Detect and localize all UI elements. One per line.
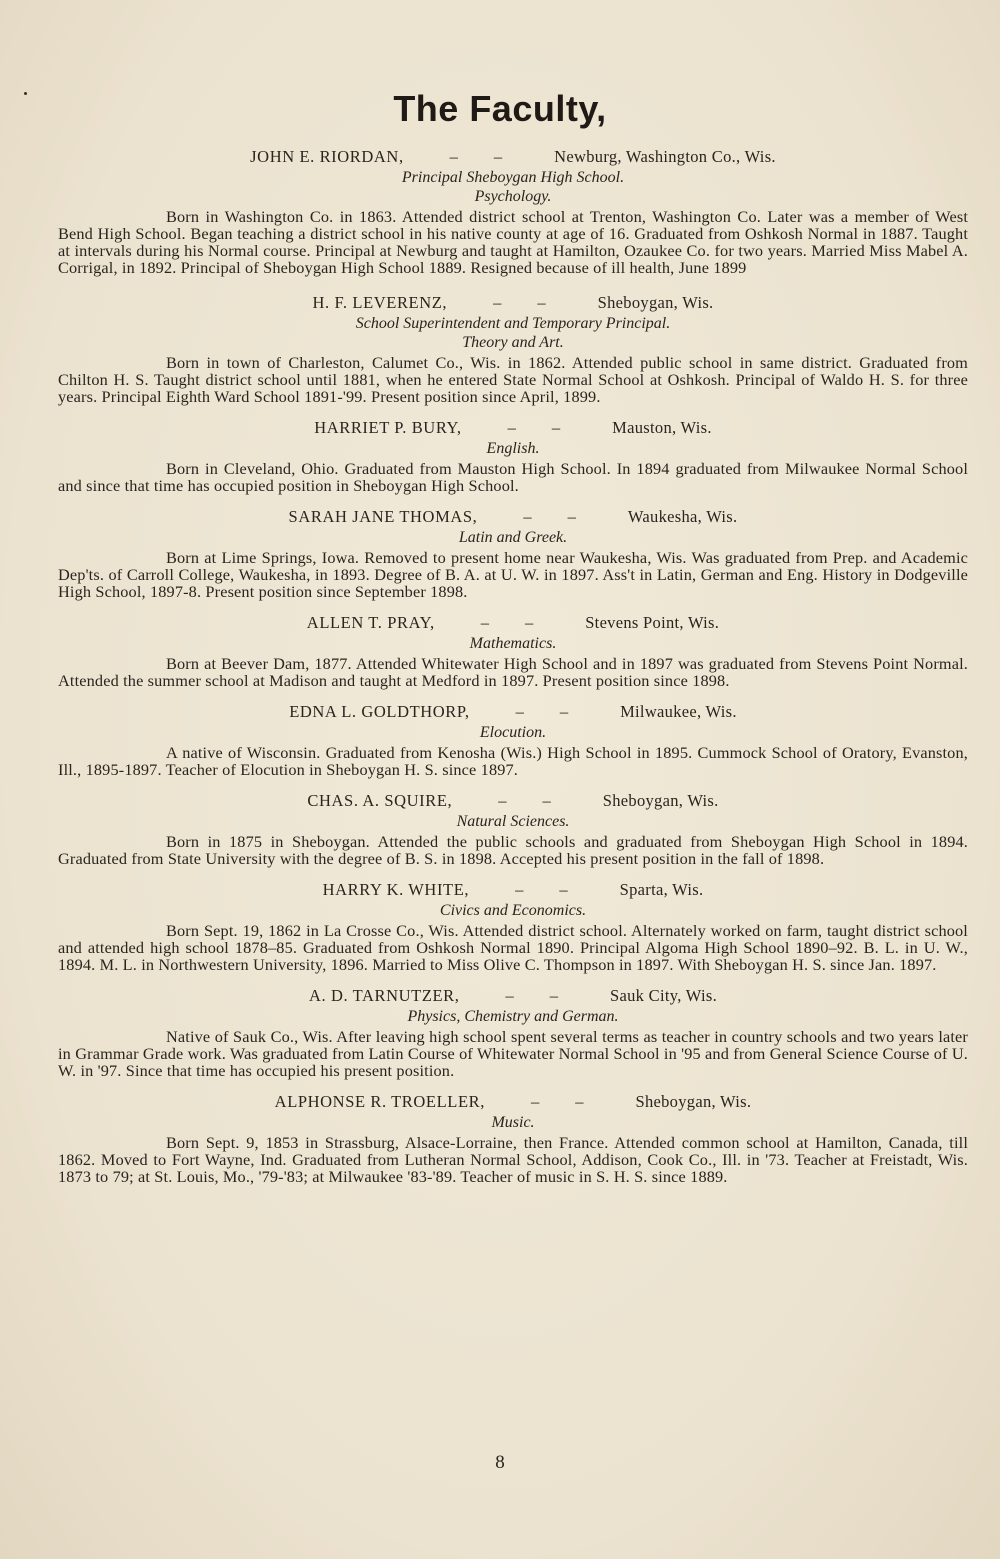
faculty-name: JOHN E. RIORDAN, — [250, 147, 404, 166]
dash-separator: – — [537, 293, 546, 312]
faculty-hometown: Waukesha, Wis. — [627, 507, 738, 526]
faculty-entry-header — [58, 701, 968, 723]
dash-separator: – — [551, 418, 561, 437]
faculty-entry-header — [58, 506, 968, 528]
faculty-hometown: Sauk City, Wis. — [610, 986, 717, 1005]
faculty-hometown: Newburg, Washington Co., Wis. — [554, 147, 776, 166]
faculty-role: Principal Sheboygan High School. — [401, 169, 625, 186]
faculty-hometown: Stevens Point, Wis. — [585, 613, 720, 632]
faculty-entry-header — [58, 1091, 968, 1113]
faculty-role: Latin and Greek. — [458, 529, 568, 546]
faculty-role: Music. — [491, 1114, 535, 1131]
faculty-role: School Superintendent and Temporary Principal. — [355, 315, 671, 332]
faculty-entry — [58, 985, 968, 1079]
page-number: 8 — [495, 1452, 505, 1473]
faculty-entry — [58, 612, 968, 689]
entry-spacer — [58, 973, 968, 985]
faculty-name: A. D. TARNUTZER, — [309, 986, 460, 1005]
page-title: The Faculty, — [393, 88, 607, 129]
faculty-list — [58, 146, 968, 1185]
dash-separator: – — [493, 293, 502, 312]
entry-spacer — [58, 600, 968, 612]
faculty-biography: Born in Cleveland, Ohio. Graduated from Mauston High School. In 1894 graduated from Milwaukee Normal School and since that time has occupied position in Sheboygan High School. — [58, 459, 968, 495]
faculty-name: EDNA L. GOLDTHORP, — [289, 702, 470, 721]
faculty-biography: Born in 1875 in Sheboygan. Attended the public schools and graduated from Sheboygan High School in 1894. Graduated from State University with the degree of B. S. in 1898. Accepted his present position in the fall of 1898. — [58, 832, 968, 868]
faculty-name: ALLEN T. PRAY, — [306, 613, 435, 632]
faculty-biography: A native of Wisconsin. Graduated from Kenosha (Wis.) High School in 1895. Cummock School of Oratory, Evanston, Ill., 1895-1897. Teacher of Elocution in Sheboygan H. S. since 1897. — [58, 743, 968, 779]
dash-separator: – — [549, 986, 559, 1005]
faculty-role: Mathematics. — [469, 635, 557, 652]
faculty-role: Elocution. — [479, 724, 547, 741]
dash-separator: – — [515, 880, 524, 899]
faculty-hometown: Mauston, Wis. — [612, 418, 712, 437]
faculty-entry-header — [58, 790, 968, 812]
faculty-hometown: Sheboygan, Wis. — [635, 1092, 752, 1111]
faculty-entry-header — [58, 417, 968, 439]
entry-spacer — [58, 867, 968, 879]
dash-separator: – — [498, 791, 507, 810]
dash-separator: – — [567, 507, 576, 526]
faculty-role: Theory and Art. — [462, 334, 564, 351]
faculty-role: Natural Sciences. — [456, 813, 570, 830]
faculty-role: Psychology. — [474, 188, 552, 205]
entry-spacer — [58, 778, 968, 790]
faculty-biography: Born Sept. 19, 1862 in La Crosse Co., Wis. Attended district school. Alternately worked on farm, taught district school and attended high school 1878–85. Graduated from Oshkosh Normal 1890. Principal Algoma High School 1890–92. B. L. in U. W., 1894. M. L. in Northwestern University, 1896. Married to Miss Olive C. Thompson in 1897. With Sheboygan H. S. since Jan. 1897. — [58, 921, 968, 974]
faculty-role: Civics and Economics. — [439, 902, 587, 919]
faculty-hometown: Milwaukee, Wis. — [620, 702, 737, 721]
faculty-hometown: Sheboygan, Wis. — [597, 293, 714, 312]
entry-spacer — [58, 689, 968, 701]
dash-separator: – — [515, 702, 524, 721]
faculty-entry-header — [58, 292, 968, 314]
faculty-role: English. — [486, 440, 540, 457]
faculty-biography: Born at Beever Dam, 1877. Attended Whitewater High School and in 1897 was graduated from Stevens Point Normal. Attended the summer school at Madison and taught at Medford in 1897. Present position since 1898. — [58, 654, 968, 690]
faculty-entry — [58, 292, 968, 405]
entry-spacer — [58, 405, 968, 417]
faculty-name: H. F. LEVERENZ, — [312, 293, 448, 312]
faculty-entry — [58, 1091, 968, 1185]
faculty-biography: Born in Washington Co. in 1863. Attended district school at Trenton, Washington Co. Later was a member of West Bend High School. Began teaching a district school in his native county at age of 16. Graduated from Oshkosh Normal in 1887. Taught at intervals during his Normal course. Principal at Newburg and taught at Hamilton, Ozaukee Co. for two years. Married Miss Mabel A. Corrigal, in 1892. Principal of Sheboygan High School 1889. Resigned because of ill health, June 1899 — [58, 207, 968, 277]
faculty-entry — [58, 506, 968, 600]
entry-spacer — [58, 1079, 968, 1091]
dash-separator: – — [530, 1092, 540, 1111]
dash-separator: – — [524, 613, 534, 632]
faculty-entry-header — [58, 879, 968, 901]
faculty-name: HARRIET P. BURY, — [314, 418, 462, 437]
dash-separator: – — [559, 880, 568, 899]
faculty-name: HARRY K. WHITE, — [322, 880, 470, 899]
faculty-role: Physics, Chemistry and German. — [407, 1008, 619, 1025]
dash-separator: – — [449, 147, 458, 166]
faculty-hometown: Sheboygan, Wis. — [602, 791, 719, 810]
dash-separator: – — [523, 507, 532, 526]
faculty-name: CHAS. A. SQUIRE, — [307, 791, 453, 810]
faculty-entry — [58, 701, 968, 778]
dash-separator: – — [507, 418, 516, 437]
dash-separator: – — [575, 1092, 584, 1111]
faculty-biography: Born in town of Charleston, Calumet Co., Wis. in 1862. Attended public school in same district. Graduated from Chilton H. S. Taught district school until 1881, when he entered State Normal School at Oshkosh. Principal of Waldo H. S. for three years. Principal Eighth Ward School 1891-'99. Present position since April, 1899. — [58, 353, 968, 406]
faculty-entry-header — [58, 985, 968, 1007]
faculty-name: ALPHONSE R. TROELLER, — [274, 1092, 485, 1111]
faculty-hometown: Sparta, Wis. — [619, 880, 704, 899]
faculty-entry — [58, 146, 968, 276]
faculty-entry-header — [58, 146, 968, 168]
dash-separator: – — [542, 791, 551, 810]
faculty-entry-header — [58, 612, 968, 634]
faculty-name: SARAH JANE THOMAS, — [288, 507, 478, 526]
faculty-entry — [58, 879, 968, 973]
entry-spacer — [58, 494, 968, 506]
faculty-biography: Born at Lime Springs, Iowa. Removed to present home near Waukesha, Wis. Was graduated from Prep. and Academic Dep'ts. of Carroll College, Waukesha, in 1893. Degree of B. A. at U. W. in 1897. Ass't in Latin, German and Eng. History in Dodgeville High School, 1897-8. Present position since September 1898. — [58, 548, 968, 601]
faculty-biography: Native of Sauk Co., Wis. After leaving high school spent several terms as teacher in country schools and two years later in Grammar Grade work. Was graduated from Latin Course of Whitewater Normal School in '95 and from General Science Course of U. W. in '97. Since that time has occupied his present position. — [58, 1027, 968, 1080]
dash-separator: – — [480, 613, 489, 632]
faculty-entry — [58, 417, 968, 494]
faculty-entry — [58, 790, 968, 867]
faculty-biography: Born Sept. 9, 1853 in Strassburg, Alsace-Lorraine, then France. Attended common school at Hamilton, Canada, till 1862. Moved to Fort Wayne, Ind. Graduated from Lutheran Normal School, Addison, Cook Co., Ill. in '73. Teacher at Freistadt, Wis. 1873 to 79; at St. Louis, Mo., '79-'83; at Milwaukee '83-'89. Teacher of music in S. H. S. since 1889. — [58, 1133, 968, 1186]
dash-separator: – — [559, 702, 569, 721]
dash-separator: – — [493, 147, 503, 166]
dash-separator: – — [505, 986, 514, 1005]
entry-spacer — [58, 276, 968, 292]
